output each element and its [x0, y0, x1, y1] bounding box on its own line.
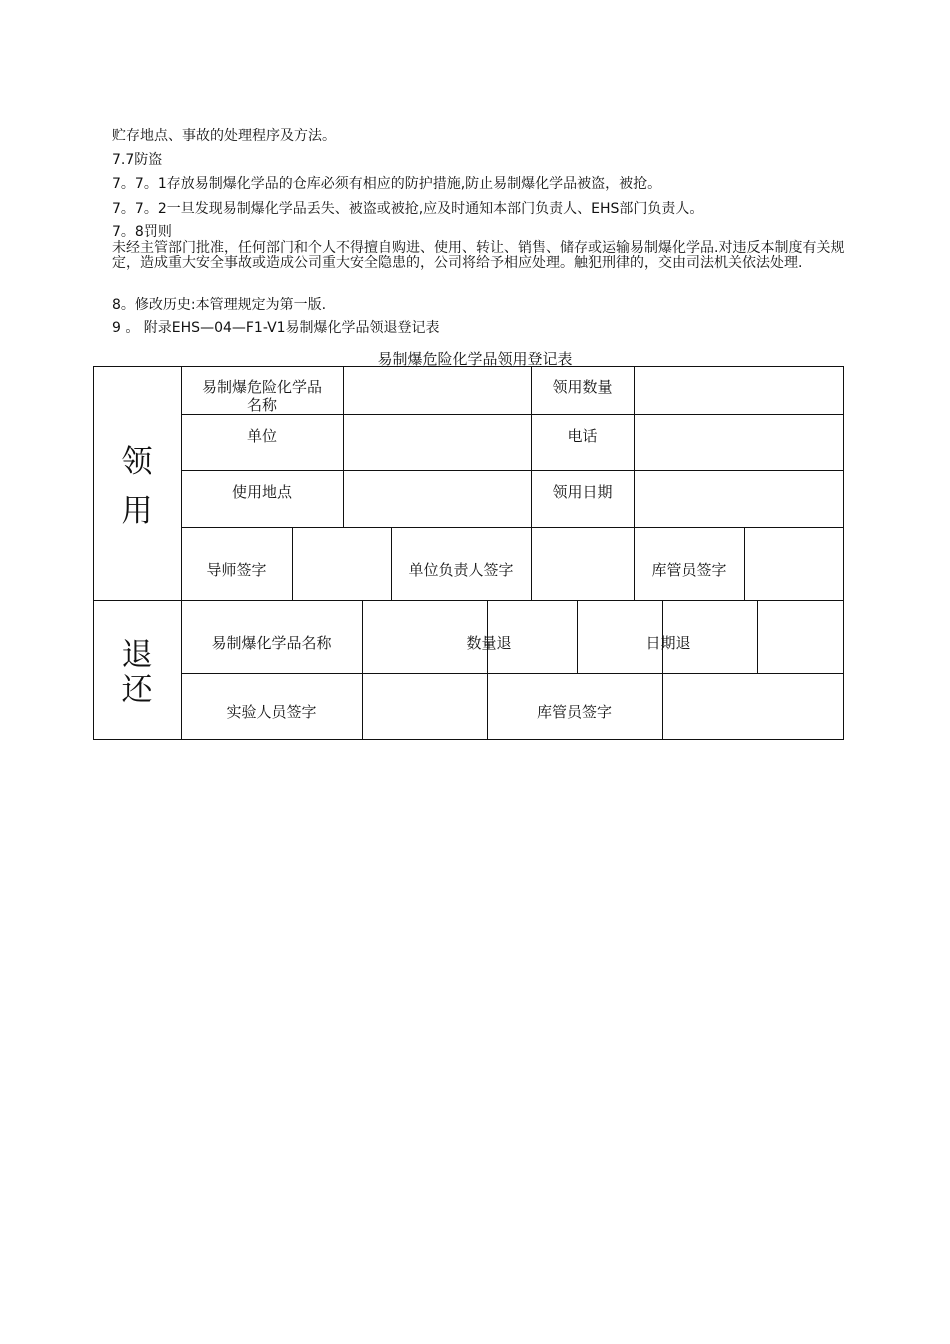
section-heading-anti-theft: 7.7防盗: [112, 152, 163, 168]
return-quantity-label: 数量退: [466, 634, 512, 652]
phone-label: 电话: [567, 427, 598, 445]
keeper-signature-label-return: 库管员签字: [536, 703, 612, 721]
text-line-appendix: 9 。 附录EHS—04—F1-V1易制爆化学品领退登记表: [112, 320, 440, 336]
keeper-signature-label: 库管员签字: [651, 561, 727, 579]
chemical-name-label-line-1: 易制爆危险化学品: [201, 378, 322, 396]
section-label-issue-char-1: 领: [121, 444, 153, 480]
text-line-7-7-2: 7。7。2一旦发现易制爆化学品丢失、被盗或被抢,应及时通知本部门负责人、EHS部门负责人。: [112, 201, 704, 217]
section-label-return-char-1: 退: [121, 637, 153, 673]
text-line-7-7-1: 7。7。1存放易制爆化学品的仓库必须有相应的防护措施,防止易制爆化学品被盗，被抢。: [112, 176, 662, 192]
chemical-name-label: [181, 378, 343, 414]
chemical-name-label-line-2: 名称: [246, 396, 277, 414]
text-line-storage: 贮存地点、事故的处理程序及方法。: [112, 128, 336, 144]
unit-label: 单位: [246, 427, 277, 445]
text-line-revision-history: 8。修改历史:本管理规定为第一版.: [112, 297, 327, 313]
section-label-issue: [93, 446, 181, 528]
return-chemical-name-label: 易制爆化学品名称: [211, 634, 332, 652]
unit-head-signature-label: 单位负责人签字: [408, 561, 514, 579]
penalty-paragraph: 未经主管部门批准，任何部门和个人不得擅自购进、使用、转让、销售、储存或运输易制爆化学品.对违反本制度有关规定，造成重大安全事故或造成公司重大安全隐患的，公司将给予相应处理。触犯刑律的，交由司法机关依法处理.: [112, 240, 845, 271]
tutor-signature-label: 导师签字: [206, 561, 267, 579]
section-label-return-char-2: 还: [121, 672, 153, 708]
lab-staff-signature-label: 实验人员签字: [226, 703, 317, 721]
table-title: 易制爆危险化学品领用登记表: [377, 350, 573, 368]
usage-place-label: 使用地点: [231, 483, 292, 501]
section-label-issue-char-2: 用: [121, 493, 153, 529]
section-heading-penalty: 7。8罚则: [112, 224, 172, 240]
quantity-label: 领用数量: [552, 378, 613, 396]
return-date-label: 日期退: [645, 634, 691, 652]
issue-date-label: 领用日期: [552, 483, 613, 501]
section-label-return: [93, 639, 181, 707]
